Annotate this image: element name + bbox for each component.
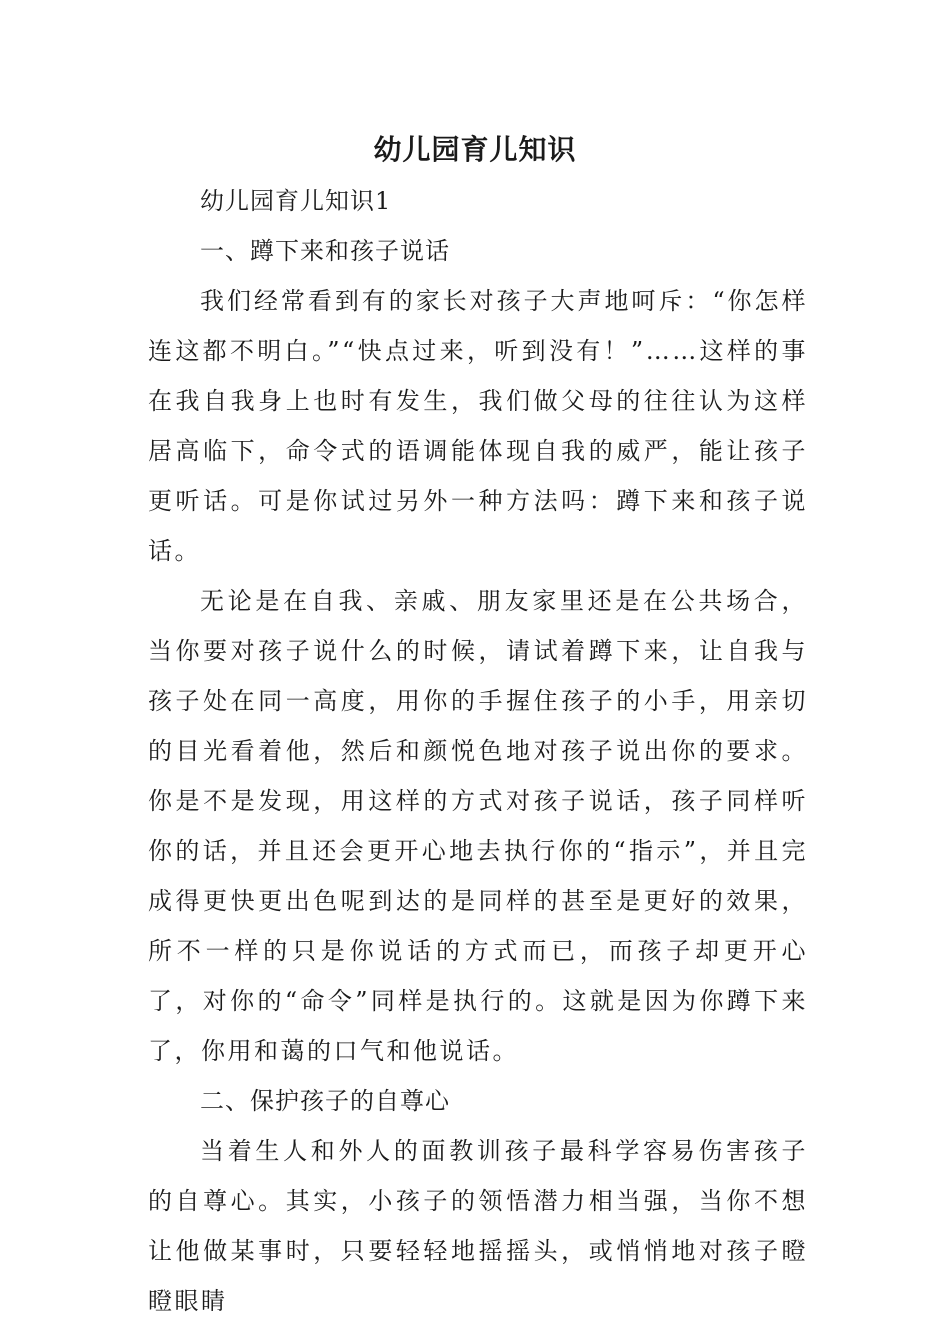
document-body <box>148 176 808 1326</box>
section-heading-1: 一、蹲下来和孩子说话 <box>200 237 450 265</box>
section-2-paragraph-1: 当着生人和外人的面教训孩子最科学容易伤害孩子的自尊心。其实，小孩子的领悟潜力相当强，当你不想让他做某事时，只要轻轻地摇摇头，或悄悄地对孩子瞪瞪眼睛 <box>148 1137 808 1315</box>
section-1-paragraph-2: 无论是在自我、亲戚、朋友家里还是在公共场合，当你要对孩子说什么的时候，请试着蹲下来，让自我与孩子处在同一高度，用你的手握住孩子的小手，用亲切的目光看着他，然后和颜悦色地对孩子说出你的要求。你是不是发现，用这样的方式对孩子说话，孩子同样听你的话，并且还会更开心地去执行你的“指示”，并且完成得更快更出色呢到达的是同样的甚至是更好的效果，所不一样的只是你说话的方式而已，而孩子却更开心了，对你的“命令”同样是执行的。这就是因为你蹲下来了，你用和蔼的口气和他说话。 <box>148 587 808 1065</box>
section-1-paragraph-1: 我们经常看到有的家长对孩子大声地呵斥：“你怎样连这都不明白。”“快点过来，听到没有！”……这样的事在我自我身上也时有发生，我们做父母的往往认为这样居高临下，命令式的语调能体现自我的威严，能让孩子更听话。可是你试过另外一种方法吗：蹲下来和孩子说话。 <box>148 287 808 565</box>
document-title: 幼儿园育儿知识 <box>373 133 577 166</box>
section-heading-2: 二、保护孩子的自尊心 <box>200 1087 450 1115</box>
document-subtitle: 幼儿园育儿知识1 <box>200 187 392 215</box>
